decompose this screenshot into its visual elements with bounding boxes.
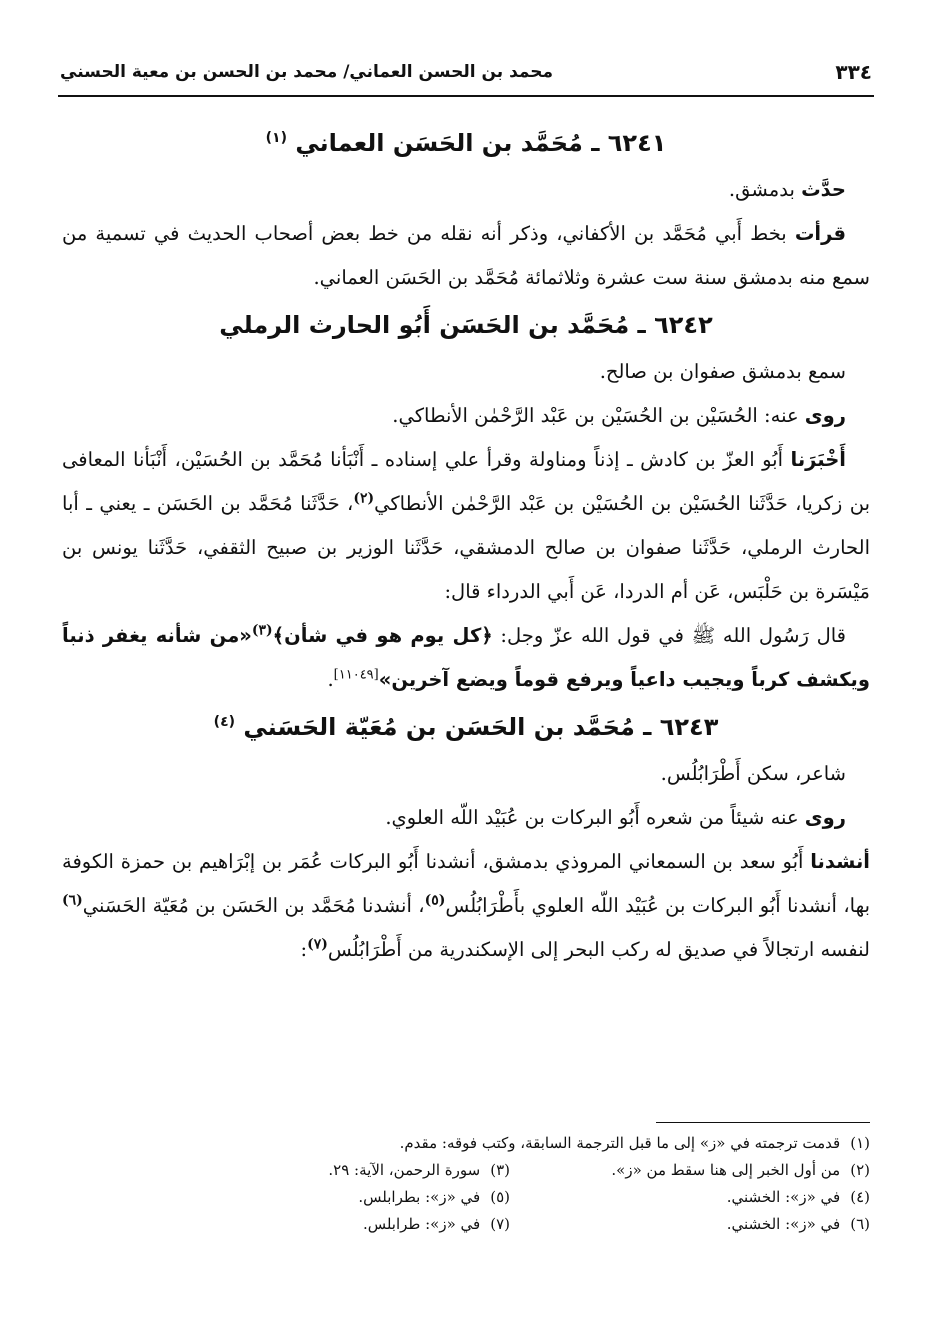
footnote-number: (١) <box>850 1134 870 1152</box>
footnote-text: في «ز»: الخشني. <box>726 1188 841 1206</box>
quran-quote: ﴿كل يوم هو في شأن﴾ <box>272 624 493 647</box>
footnote-text: من أول الخبر إلى هنا سقط من «ز». <box>611 1161 841 1179</box>
lead-word: روى <box>804 806 846 829</box>
paragraph-text: قال رَسُول الله ﷺ في قول الله عزّ وجل: <box>492 624 847 647</box>
paragraph-text: شاعر، سكن أَطْرَابُلُس. <box>660 762 846 785</box>
paragraph <box>62 752 870 796</box>
footnote-row <box>62 1130 870 1157</box>
footnote-number: (٣) <box>490 1161 510 1179</box>
footnote-ref: (٣) <box>251 622 273 639</box>
paragraph <box>62 796 870 840</box>
footnote-ref: (١) <box>265 130 287 146</box>
entry-title-text: ٦٢٤٢ ـ مُحَمَّد بن الحَسَن أَبُو الحارث الرملي <box>219 311 713 339</box>
footnote-2 <box>510 1157 870 1184</box>
hadith-number: [١١٠٤٩] <box>333 667 379 683</box>
footnote-5 <box>358 1184 510 1211</box>
paragraph <box>62 350 870 394</box>
entry-title-6242 <box>62 300 870 350</box>
page-number: ٣٣٤ <box>835 60 872 84</box>
paragraph-text: سمع بدمشق صفوان بن صالح. <box>599 360 846 383</box>
running-title: محمد بن الحسن العماني/ محمد بن الحسن بن معية الحسني <box>60 62 554 82</box>
lead-word: أَخْبَرَنا <box>790 448 846 471</box>
paragraph-text: ، أنشدنا مُحَمَّد بن الحَسَن بن مُعَيّة الحَسَني <box>82 894 425 917</box>
paragraph-text: بدمشق. <box>728 178 802 201</box>
entry-title-6243 <box>62 702 870 752</box>
paragraph <box>62 212 870 300</box>
paragraph-text: عنه شيئاً من شعره أَبُو البركات بن عُبَيْد اللّه العلوي. <box>385 806 805 829</box>
footnotes <box>62 1130 870 1238</box>
footnote-text: في «ز»: الخشني. <box>726 1215 841 1233</box>
footnote-number: (٦) <box>850 1215 870 1233</box>
paragraph <box>62 168 870 212</box>
footnote-ref: (٦) <box>62 892 83 909</box>
paragraph-text: أَبُو العزّ بن كادش ـ إذناً ومناولة وقرأ علي إسناده ـ أَنْبَأنا مُحَمَّد بن الحُسَيْن، أَنْبَأنا المعافى بن زكريا، حَدَّثَنا الحُسَيْن بن الحُسَيْن بن عَبْد الرَّحْمٰن الأنطاكي <box>62 448 870 515</box>
paragraph-text: أَبُو سعد بن السمعاني المروذي بدمشق، أنشدنا أَبُو البركات عُمَر بن إبْرَاهيم بن حمزة الكوفة بها، أنشدنا أَبُو البركات بن عُبَيْد اللّه العلوي بأَطْرَابُلُس <box>62 850 870 917</box>
isnad-paragraph <box>62 438 870 614</box>
footnote-ref: (٧) <box>307 936 328 953</box>
footnote-7 <box>363 1211 510 1238</box>
footnote-number: (٧) <box>490 1215 510 1233</box>
entry-title-text: ٦٢٤٣ ـ مُحَمَّد بن الحَسَن بن مُعَيّة الحَسَني <box>243 713 719 741</box>
footnote-number: (٢) <box>850 1161 870 1179</box>
lead-word: قرأت <box>794 222 846 245</box>
entry-title-text: ٦٢٤١ ـ مُحَمَّد بن الحَسَن العماني <box>295 129 667 157</box>
isnad-paragraph <box>62 840 870 972</box>
footnote-ref: (٢) <box>353 490 375 507</box>
footnote-1 <box>400 1130 870 1157</box>
footnote-number: (٤) <box>850 1188 870 1206</box>
footnote-text: في «ز»: بطرابلس. <box>358 1188 481 1206</box>
footnote-text: في «ز»: طرابلس. <box>362 1215 481 1233</box>
hadith-text: «من شأنه يغفر ذنباً ويكشف كرباً ويجيب داعياً ويرفع قوماً ويضع آخرين» <box>62 624 870 691</box>
running-head <box>60 58 872 92</box>
footnote-row <box>62 1184 870 1211</box>
main-text <box>62 118 870 972</box>
paragraph-end: . <box>327 668 334 691</box>
footnote-3 <box>328 1157 510 1184</box>
footnote-text: قدمت ترجمته في «ز» إلى ما قبل الترجمة السابقة، وكتب فوقه: مقدم. <box>399 1134 841 1152</box>
lead-word: روى <box>804 404 846 427</box>
paragraph-end: : <box>300 938 308 961</box>
footnote-6 <box>510 1211 870 1238</box>
footnote-ref: (٥) <box>424 892 446 909</box>
footnote-4 <box>510 1184 870 1211</box>
footnote-rule <box>656 1122 870 1123</box>
entry-title-6241 <box>62 118 870 168</box>
footnote-text: سورة الرحمن، الآية: ٢٩. <box>328 1161 481 1179</box>
lead-word: حدَّث <box>801 178 846 201</box>
hadith-paragraph <box>62 614 870 702</box>
footnote-ref: (٤) <box>213 714 236 730</box>
footnote-row <box>62 1157 870 1184</box>
paragraph-text: بخط أَبي مُحَمَّد بن الأكفاني، وذكر أنه نقله من خط بعض أصحاب الحديث في تسمية من سمع منه بدمشق سنة ست عشرة وثلاثمائة مُحَمَّد بن الحَسَن العماني. <box>62 222 870 289</box>
header-rule <box>58 95 874 97</box>
footnote-row <box>62 1211 870 1238</box>
footnote-number: (٥) <box>490 1188 510 1206</box>
paragraph-text: لنفسه ارتجالاً في صديق له ركب البحر إلى الإسكندرية من أَطْرَابُلُس <box>327 938 870 961</box>
paragraph <box>62 394 870 438</box>
paragraph-text: عنه: الحُسَيْن بن الحُسَيْن بن عَبْد الرَّحْمٰن الأنطاكي. <box>392 404 805 427</box>
paragraph-text: ، حَدَّثَنا مُحَمَّد بن الحَسَن ـ يعني ـ أبا الحارث الرملي، حَدَّثَنا صفوان بن صالح الدمشقي، حَدَّثَنا الوزير بن صبيح الثقفي، حَدَّثَنا يونس بن مَيْسَرة بن حَلْبَس، عَن أم الدردا، عَن أَبي الدرداء قال: <box>62 492 870 603</box>
lead-word: أنشدنا <box>810 850 870 873</box>
